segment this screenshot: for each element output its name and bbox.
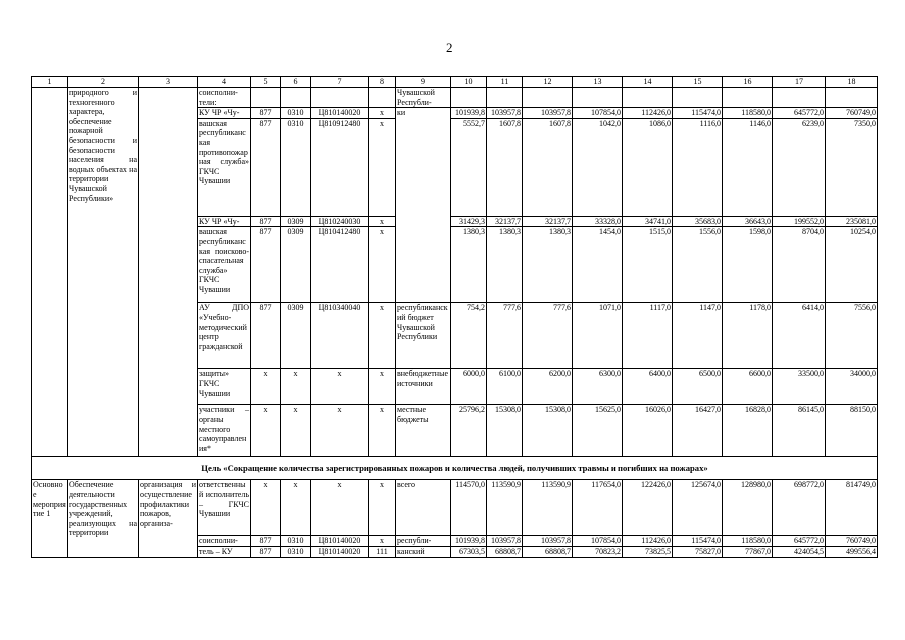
expense-type: х: [369, 405, 396, 457]
column-header-7: 7: [311, 77, 369, 88]
value-year-6: 6500,0: [673, 369, 723, 405]
value-year-9: [826, 88, 878, 108]
value-year-8: 86145,0: [773, 405, 826, 457]
executor-cell: АУ ДПО «Учебно-методический центр гражданской: [198, 303, 251, 369]
expense-type: 111: [369, 546, 396, 557]
value-year-5: 16026,0: [623, 405, 673, 457]
value-year-6: 75827,0: [673, 546, 723, 557]
value-year-9: 235081,0: [826, 216, 878, 227]
value-year-2: 777,6: [487, 303, 523, 369]
gr-code: 877: [251, 118, 281, 216]
value-year-5: [623, 88, 673, 108]
section-code: х: [281, 480, 311, 536]
value-year-7: 1146,0: [723, 118, 773, 216]
expense-type: х: [369, 216, 396, 227]
column-header-1: 1: [32, 77, 68, 88]
value-year-2: 103957,8: [487, 108, 523, 119]
value-year-2: 6100,0: [487, 369, 523, 405]
section-code: [281, 88, 311, 108]
value-year-4: 70823,2: [573, 546, 623, 557]
header-row: [32, 77, 878, 88]
target-article: х: [311, 480, 369, 536]
funding-source: республи-: [396, 536, 451, 547]
value-year-2: 113590,9: [487, 480, 523, 536]
target-article: х: [311, 369, 369, 405]
executor-cell: участники – органы местного самоуправления*: [198, 405, 251, 457]
value-year-1: 101939,8: [451, 108, 487, 119]
section-code: 0310: [281, 536, 311, 547]
col3-cell: [139, 88, 198, 457]
value-year-2: 15308,0: [487, 405, 523, 457]
activity-label: Основное мероприятие 1: [32, 480, 68, 557]
value-year-6: 125674,0: [673, 480, 723, 536]
value-year-7: 6600,0: [723, 369, 773, 405]
value-year-8: 424054,5: [773, 546, 826, 557]
value-year-3: 6200,0: [523, 369, 573, 405]
gr-code: 877: [251, 216, 281, 227]
funding-source: внебюджетные источники: [396, 369, 451, 405]
value-year-2: [487, 88, 523, 108]
value-year-1: 1380,3: [451, 227, 487, 303]
expense-type: х: [369, 536, 396, 547]
target-article: [311, 88, 369, 108]
value-year-6: 1556,0: [673, 227, 723, 303]
gr-code: 877: [251, 546, 281, 557]
value-year-3: 103957,8: [523, 536, 573, 547]
executor-cell: вашская республиканская противопожарная служба» ГКЧС Чувашии: [198, 118, 251, 216]
section-code: 0310: [281, 546, 311, 557]
value-year-5: 73825,5: [623, 546, 673, 557]
executor-cell: защиты» ГКЧС Чувашии: [198, 369, 251, 405]
target-article: х: [311, 405, 369, 457]
activity-details: организация и осуществление профилактики пожаров, организа-: [139, 480, 198, 557]
value-year-4: 107854,0: [573, 108, 623, 119]
column-header-16: 16: [723, 77, 773, 88]
column-header-10: 10: [451, 77, 487, 88]
target-article: Ц810340040: [311, 303, 369, 369]
gr-code: х: [251, 405, 281, 457]
gr-code: х: [251, 480, 281, 536]
goal-row: [32, 457, 878, 480]
value-year-5: 1086,0: [623, 118, 673, 216]
value-year-5: 1117,0: [623, 303, 673, 369]
expense-type: х: [369, 227, 396, 303]
value-year-2: 68808,7: [487, 546, 523, 557]
table-row: [32, 88, 878, 108]
value-year-7: 118580,0: [723, 108, 773, 119]
value-year-9: 499556,4: [826, 546, 878, 557]
value-year-5: 1515,0: [623, 227, 673, 303]
funding-source: местные бюджеты: [396, 405, 451, 457]
col1-cell: [32, 88, 68, 457]
value-year-8: 33500,0: [773, 369, 826, 405]
executor-cell: соисполни-тели:: [198, 88, 251, 108]
section-code: 0309: [281, 216, 311, 227]
funding-source: всего: [396, 480, 451, 536]
expense-type: х: [369, 108, 396, 119]
column-header-12: 12: [523, 77, 573, 88]
section-code: 0309: [281, 303, 311, 369]
gr-code: 877: [251, 108, 281, 119]
value-year-2: 1607,8: [487, 118, 523, 216]
value-year-2: 103957,8: [487, 536, 523, 547]
value-year-7: 1178,0: [723, 303, 773, 369]
value-year-2: 32137,7: [487, 216, 523, 227]
value-year-1: 101939,8: [451, 536, 487, 547]
funding-source: республиканский бюджет Чувашской Республики: [396, 303, 451, 369]
value-year-9: 7350,0: [826, 118, 878, 216]
gr-code: [251, 88, 281, 108]
section-code: х: [281, 369, 311, 405]
column-header-2: 2: [68, 77, 139, 88]
goal-heading: Цель «Сокращение количества зарегистрированных пожаров и количества людей, получивших травмы и погибших на пожарах»: [32, 457, 878, 480]
value-year-9: 34000,0: [826, 369, 878, 405]
value-year-1: 754,2: [451, 303, 487, 369]
column-header-18: 18: [826, 77, 878, 88]
value-year-6: [673, 88, 723, 108]
expense-type: х: [369, 303, 396, 369]
value-year-4: 33328,0: [573, 216, 623, 227]
value-year-5: 112426,0: [623, 536, 673, 547]
executor-cell: тель – КУ: [198, 546, 251, 557]
value-year-8: [773, 88, 826, 108]
value-year-9: 7556,0: [826, 303, 878, 369]
value-year-9: 814749,0: [826, 480, 878, 536]
column-header-9: 9: [396, 77, 451, 88]
value-year-8: 698772,0: [773, 480, 826, 536]
table-row: [32, 480, 878, 536]
value-year-8: 645772,0: [773, 536, 826, 547]
value-year-3: 1607,8: [523, 118, 573, 216]
value-year-1: 114570,0: [451, 480, 487, 536]
column-header-15: 15: [673, 77, 723, 88]
page-number: 2: [446, 40, 453, 55]
value-year-4: 117654,0: [573, 480, 623, 536]
value-year-3: 1380,3: [523, 227, 573, 303]
value-year-1: 6000,0: [451, 369, 487, 405]
value-year-4: 107854,0: [573, 536, 623, 547]
value-year-3: 113590,9: [523, 480, 573, 536]
value-year-8: 645772,0: [773, 108, 826, 119]
expense-type: х: [369, 118, 396, 216]
value-year-2: 1380,3: [487, 227, 523, 303]
value-year-4: 6300,0: [573, 369, 623, 405]
section-code: х: [281, 405, 311, 457]
value-year-1: [451, 88, 487, 108]
column-header-14: 14: [623, 77, 673, 88]
executor-cell: КУ ЧР «Чу-: [198, 216, 251, 227]
value-year-3: 103957,8: [523, 108, 573, 119]
section-code: 0310: [281, 118, 311, 216]
value-year-7: [723, 88, 773, 108]
program-description: природного и техногенного характера, обеспечение пожарной безопасности и безопасности населения на водных объектах на территории Чувашской Республики»: [68, 88, 139, 457]
column-header-13: 13: [573, 77, 623, 88]
target-article: Ц810140020: [311, 536, 369, 547]
value-year-3: 777,6: [523, 303, 573, 369]
value-year-9: 88150,0: [826, 405, 878, 457]
value-year-7: 36643,0: [723, 216, 773, 227]
funding-source: канский: [396, 546, 451, 557]
budget-table: [31, 76, 878, 558]
value-year-1: 67303,5: [451, 546, 487, 557]
target-article: Ц810140020: [311, 108, 369, 119]
value-year-5: 122426,0: [623, 480, 673, 536]
value-year-7: 118580,0: [723, 536, 773, 547]
executor-cell: соисполни-: [198, 536, 251, 547]
target-article: Ц810412480: [311, 227, 369, 303]
value-year-1: 25796,2: [451, 405, 487, 457]
value-year-6: 115474,0: [673, 108, 723, 119]
value-year-3: 68808,7: [523, 546, 573, 557]
value-year-3: [523, 88, 573, 108]
funding-source: Чувашской Республи-: [396, 88, 451, 108]
column-header-4: 4: [198, 77, 251, 88]
value-year-6: 1147,0: [673, 303, 723, 369]
value-year-9: 760749,0: [826, 536, 878, 547]
column-header-5: 5: [251, 77, 281, 88]
value-year-8: 199552,0: [773, 216, 826, 227]
gr-code: х: [251, 369, 281, 405]
value-year-7: 128980,0: [723, 480, 773, 536]
value-year-9: 10254,0: [826, 227, 878, 303]
value-year-8: 6414,0: [773, 303, 826, 369]
activity-description: Обеспечение деятельности государственных учреждений, реализующих на территории: [68, 480, 139, 557]
value-year-5: 112426,0: [623, 108, 673, 119]
value-year-7: 16828,0: [723, 405, 773, 457]
value-year-4: [573, 88, 623, 108]
section-code: 0309: [281, 227, 311, 303]
value-year-1: 31429,3: [451, 216, 487, 227]
value-year-5: 6400,0: [623, 369, 673, 405]
gr-code: 877: [251, 536, 281, 547]
value-year-4: 15625,0: [573, 405, 623, 457]
executor-cell: вашская республиканская поисково-спасательная служба» ГКЧС Чувашии: [198, 227, 251, 303]
value-year-3: 15308,0: [523, 405, 573, 457]
target-article: Ц810912480: [311, 118, 369, 216]
section-code: 0310: [281, 108, 311, 119]
value-year-1: 5552,7: [451, 118, 487, 216]
gr-code: 877: [251, 227, 281, 303]
column-header-3: 3: [139, 77, 198, 88]
value-year-6: 115474,0: [673, 536, 723, 547]
target-article: Ц810140020: [311, 546, 369, 557]
gr-code: 877: [251, 303, 281, 369]
value-year-6: 1116,0: [673, 118, 723, 216]
executor-cell: ответственный исполнитель – ГКЧС Чувашии: [198, 480, 251, 536]
executor-cell: КУ ЧР «Чу-: [198, 108, 251, 119]
funding-source: ки: [396, 108, 451, 303]
column-header-8: 8: [369, 77, 396, 88]
value-year-8: 8704,0: [773, 227, 826, 303]
column-header-11: 11: [487, 77, 523, 88]
value-year-7: 1598,0: [723, 227, 773, 303]
value-year-7: 77867,0: [723, 546, 773, 557]
value-year-3: 32137,7: [523, 216, 573, 227]
value-year-6: 16427,0: [673, 405, 723, 457]
column-header-6: 6: [281, 77, 311, 88]
value-year-6: 35683,0: [673, 216, 723, 227]
expense-type: х: [369, 480, 396, 536]
value-year-5: 34741,0: [623, 216, 673, 227]
value-year-4: 1042,0: [573, 118, 623, 216]
expense-type: х: [369, 369, 396, 405]
value-year-4: 1071,0: [573, 303, 623, 369]
value-year-4: 1454,0: [573, 227, 623, 303]
column-header-17: 17: [773, 77, 826, 88]
value-year-9: 760749,0: [826, 108, 878, 119]
target-article: Ц810240030: [311, 216, 369, 227]
value-year-8: 6239,0: [773, 118, 826, 216]
expense-type: [369, 88, 396, 108]
